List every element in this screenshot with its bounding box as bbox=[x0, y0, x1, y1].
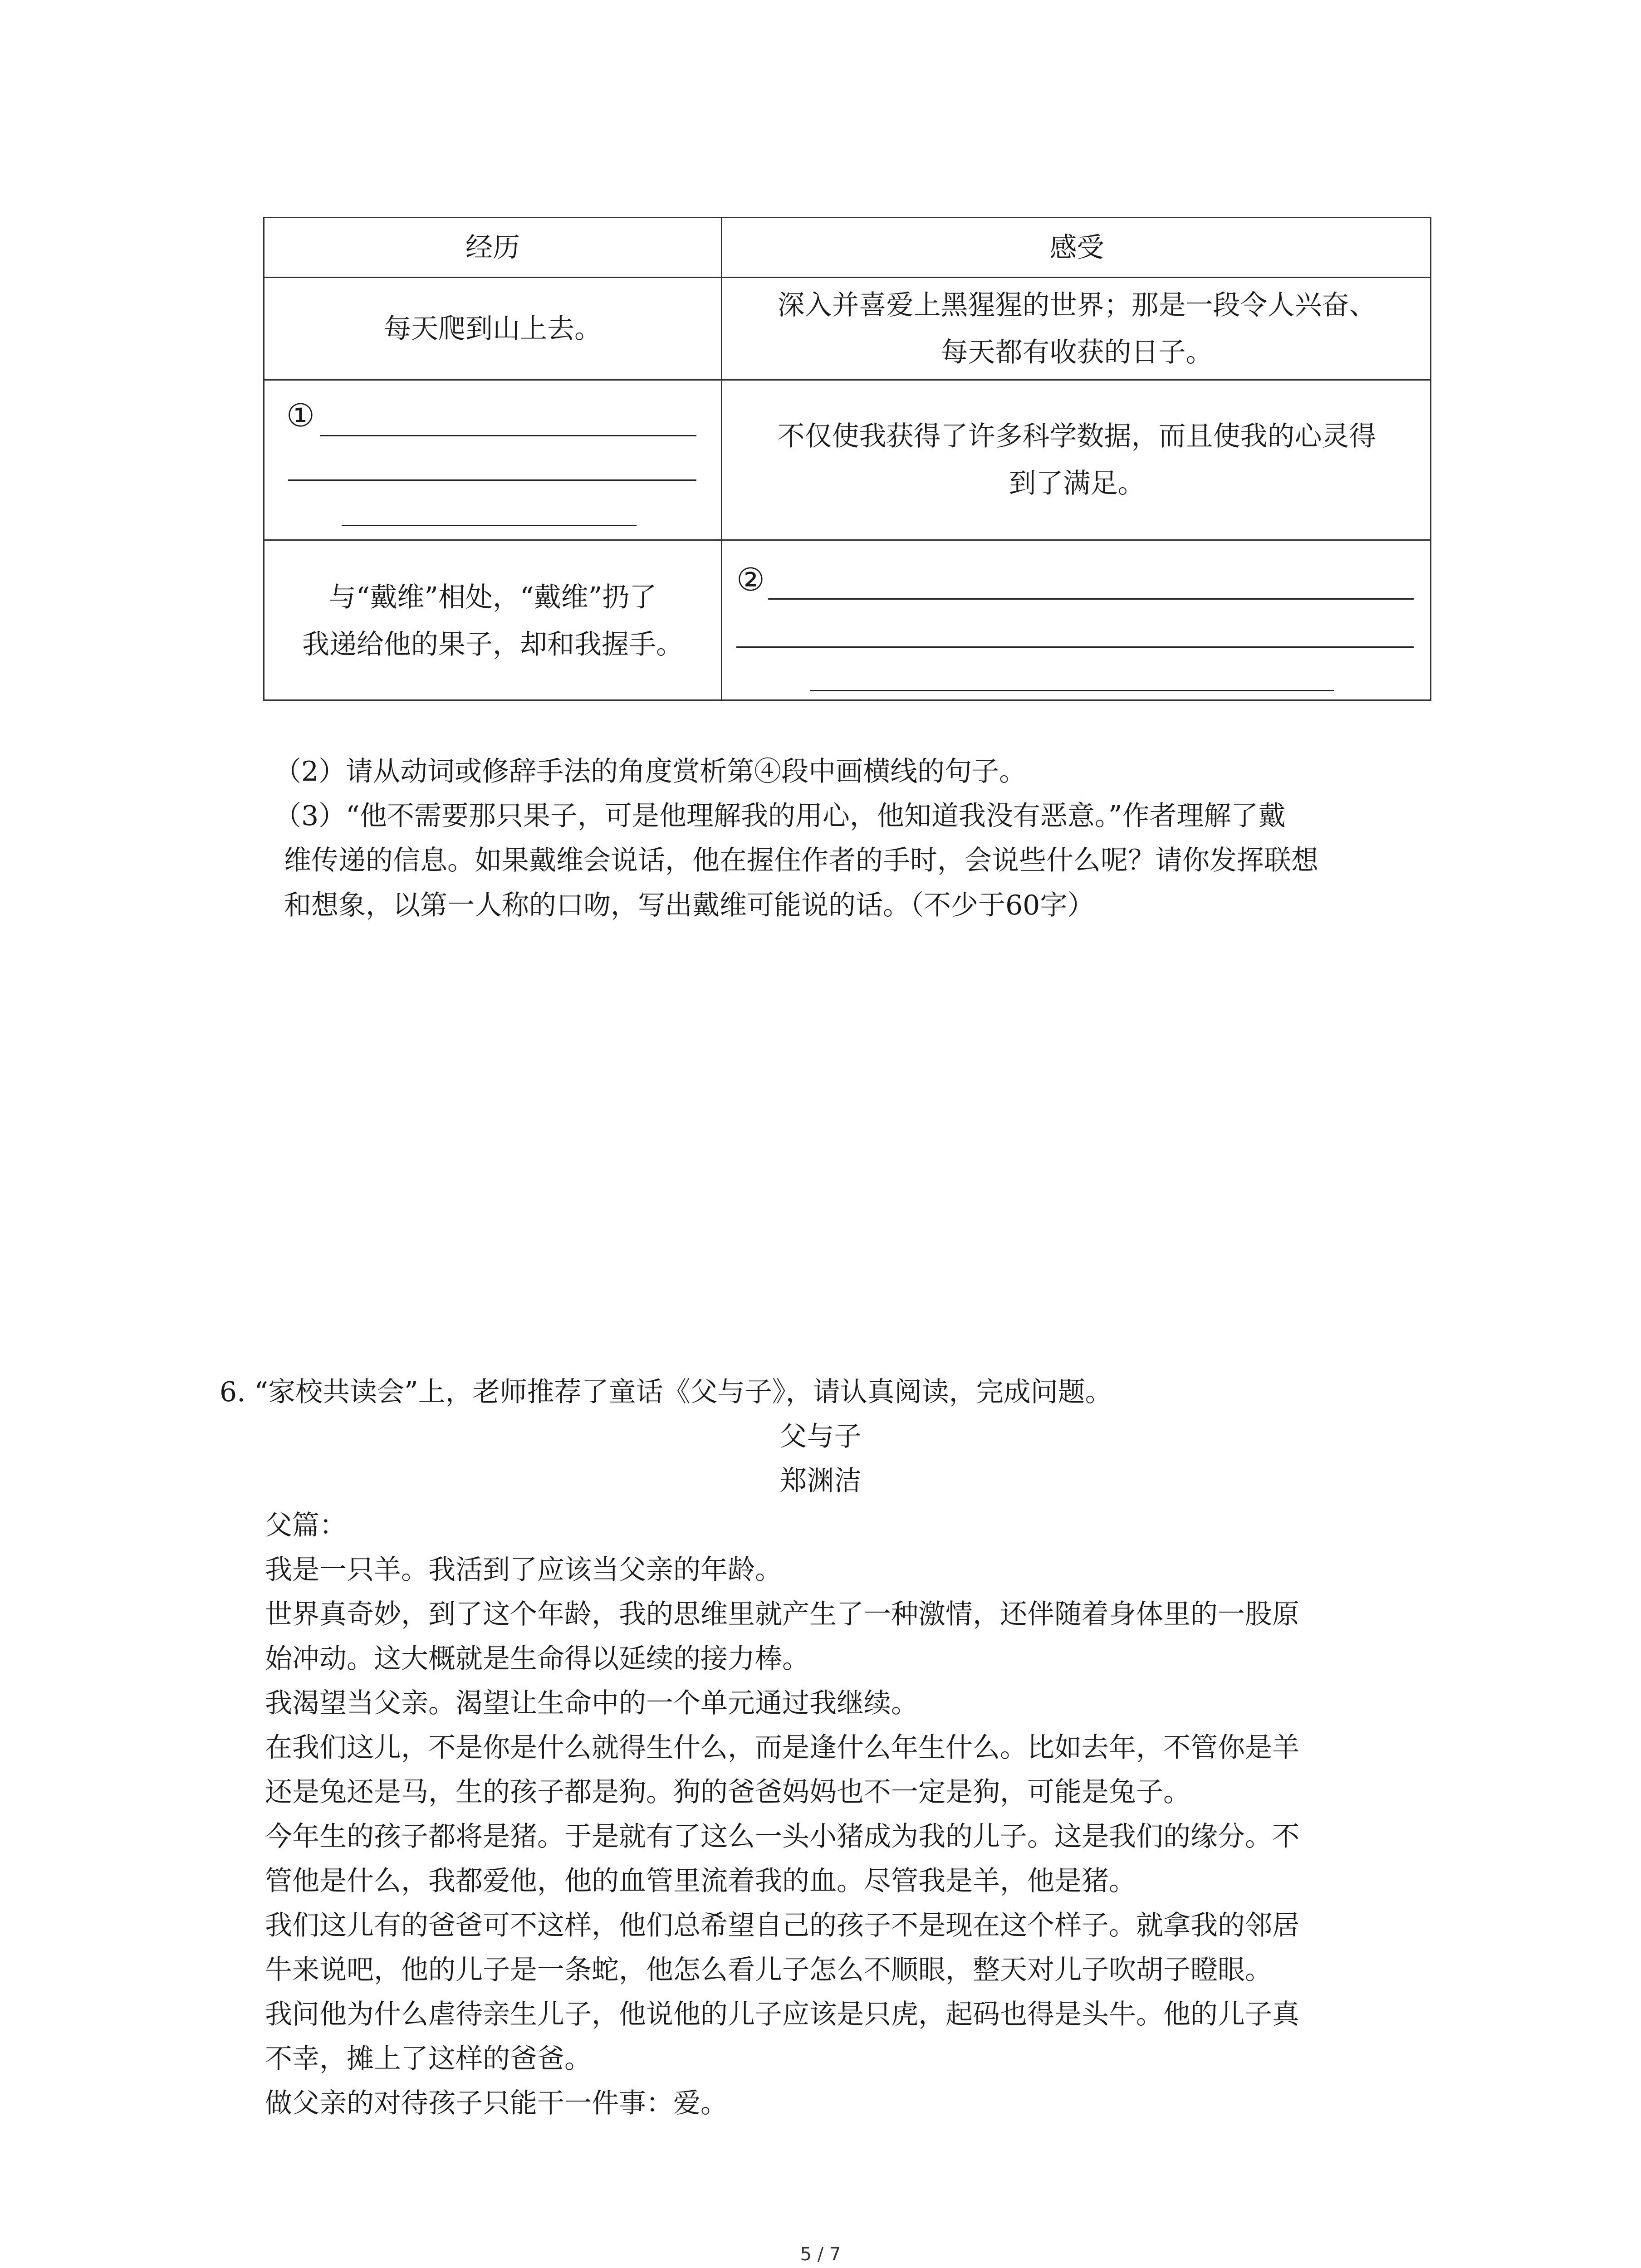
answer-blank-line[interactable] bbox=[810, 690, 1334, 691]
cell-line: 与“戴维”相处，“戴维”扔了 bbox=[328, 581, 657, 613]
page-number: 5 / 7 bbox=[800, 2244, 841, 2265]
story-paragraph: 牛来说吧，他的儿子是一条蛇，他怎么看儿子怎么不顺眼，整天对儿子吹胡子瞪眼。 bbox=[265, 1954, 1272, 1986]
story-paragraph: 世界真奇妙，到了这个年龄，我的思维里就产生了一种激情，还伴随着身体里的一股原 bbox=[265, 1598, 1299, 1630]
cell-line: 深入并喜爱上黑猩猩的世界；那是一段令人兴奋、 bbox=[777, 289, 1376, 321]
answer-blank-line[interactable] bbox=[736, 646, 1414, 648]
table-cell-feeling bbox=[722, 381, 1431, 539]
story-paragraph: 管他是什么，我都爱他，他的血管里流着我的血。尽管我是羊，他是猪。 bbox=[265, 1865, 1136, 1897]
question-2: （2）请从动词或修辞手法的角度赏析第④段中画横线的句子。 bbox=[274, 756, 1027, 787]
story-paragraph: 我们这儿有的爸爸可不这样，他们总希望自己的孩子不是现在这个样子。就拿我的邻居 bbox=[265, 1910, 1299, 1941]
table-header-experience: 经历 bbox=[465, 231, 520, 264]
story-paragraph: 今年生的孩子都将是猪。于是就有了这么一头小猪成为我的儿子。这是我们的缘分。不 bbox=[265, 1821, 1299, 1853]
story-author: 郑渊洁 bbox=[779, 1465, 862, 1497]
experience-feeling-table bbox=[263, 217, 1431, 701]
cell-line: 到了满足。 bbox=[1009, 468, 1145, 499]
section-6-intro: 6. “家校共读会”上，老师推荐了童话《父与子》，请认真阅读，完成问题。 bbox=[220, 1376, 1112, 1408]
story-paragraph: 我渴望当父亲。渴望让生命中的一个单元通过我继续。 bbox=[265, 1687, 918, 1719]
story-paragraph: 不幸，摊上了这样的爸爸。 bbox=[265, 2043, 592, 2075]
question-3-line: （3）“他不需要那只果子，可是他理解我的用心，他知道我没有恶意。”作者理解了戴 bbox=[274, 800, 1286, 832]
table-cell-feeling bbox=[722, 278, 1431, 379]
table-cell-experience: 每天爬到山上去。 bbox=[384, 313, 602, 345]
answer-marker-2: ② bbox=[736, 561, 765, 598]
cell-line: 我递给他的果子，却和我握手。 bbox=[302, 628, 683, 660]
story-paragraph: 父篇： bbox=[265, 1510, 347, 1541]
cell-line: 不仅使我获得了许多科学数据，而且使我的心灵得 bbox=[777, 420, 1376, 452]
cell-line: 每天都有收获的日子。 bbox=[941, 336, 1213, 368]
story-paragraph: 还是兔还是马，生的孩子都是狗。狗的爸爸妈妈也不一定是狗，可能是兔子。 bbox=[265, 1776, 1190, 1808]
answer-blank-line[interactable] bbox=[768, 598, 1414, 600]
answer-blank-line[interactable] bbox=[342, 525, 637, 526]
story-paragraph: 做父亲的对待孩子只能干一件事：爱。 bbox=[265, 2087, 728, 2119]
table-header-feeling: 感受 bbox=[1049, 231, 1104, 264]
table-cell-experience bbox=[265, 541, 721, 701]
story-paragraph: 我问他为什么虐待亲生儿子，他说他的儿子应该是只虎，起码也得是头牛。他的儿子真 bbox=[265, 1999, 1299, 2030]
story-paragraph: 在我们这儿，不是你是什么就得生什么，而是逢什么年生什么。比如去年，不管你是羊 bbox=[265, 1732, 1299, 1764]
question-3-line: 维传递的信息。如果戴维会说话，他在握住作者的手时，会说些什么呢？请你发挥联想 bbox=[284, 845, 1318, 876]
story-paragraph: 我是一只羊。我活到了应该当父亲的年龄。 bbox=[265, 1554, 782, 1586]
story-paragraph: 始冲动。这大概就是生命得以延续的接力棒。 bbox=[265, 1643, 809, 1675]
story-title: 父与子 bbox=[779, 1421, 862, 1452]
question-3-line: 和想象，以第一人称的口吻，写出戴维可能说的话。（不少于60字） bbox=[284, 890, 1095, 921]
answer-blank-line[interactable] bbox=[320, 435, 696, 436]
answer-marker-1: ① bbox=[286, 397, 315, 434]
answer-blank-line[interactable] bbox=[288, 479, 696, 481]
